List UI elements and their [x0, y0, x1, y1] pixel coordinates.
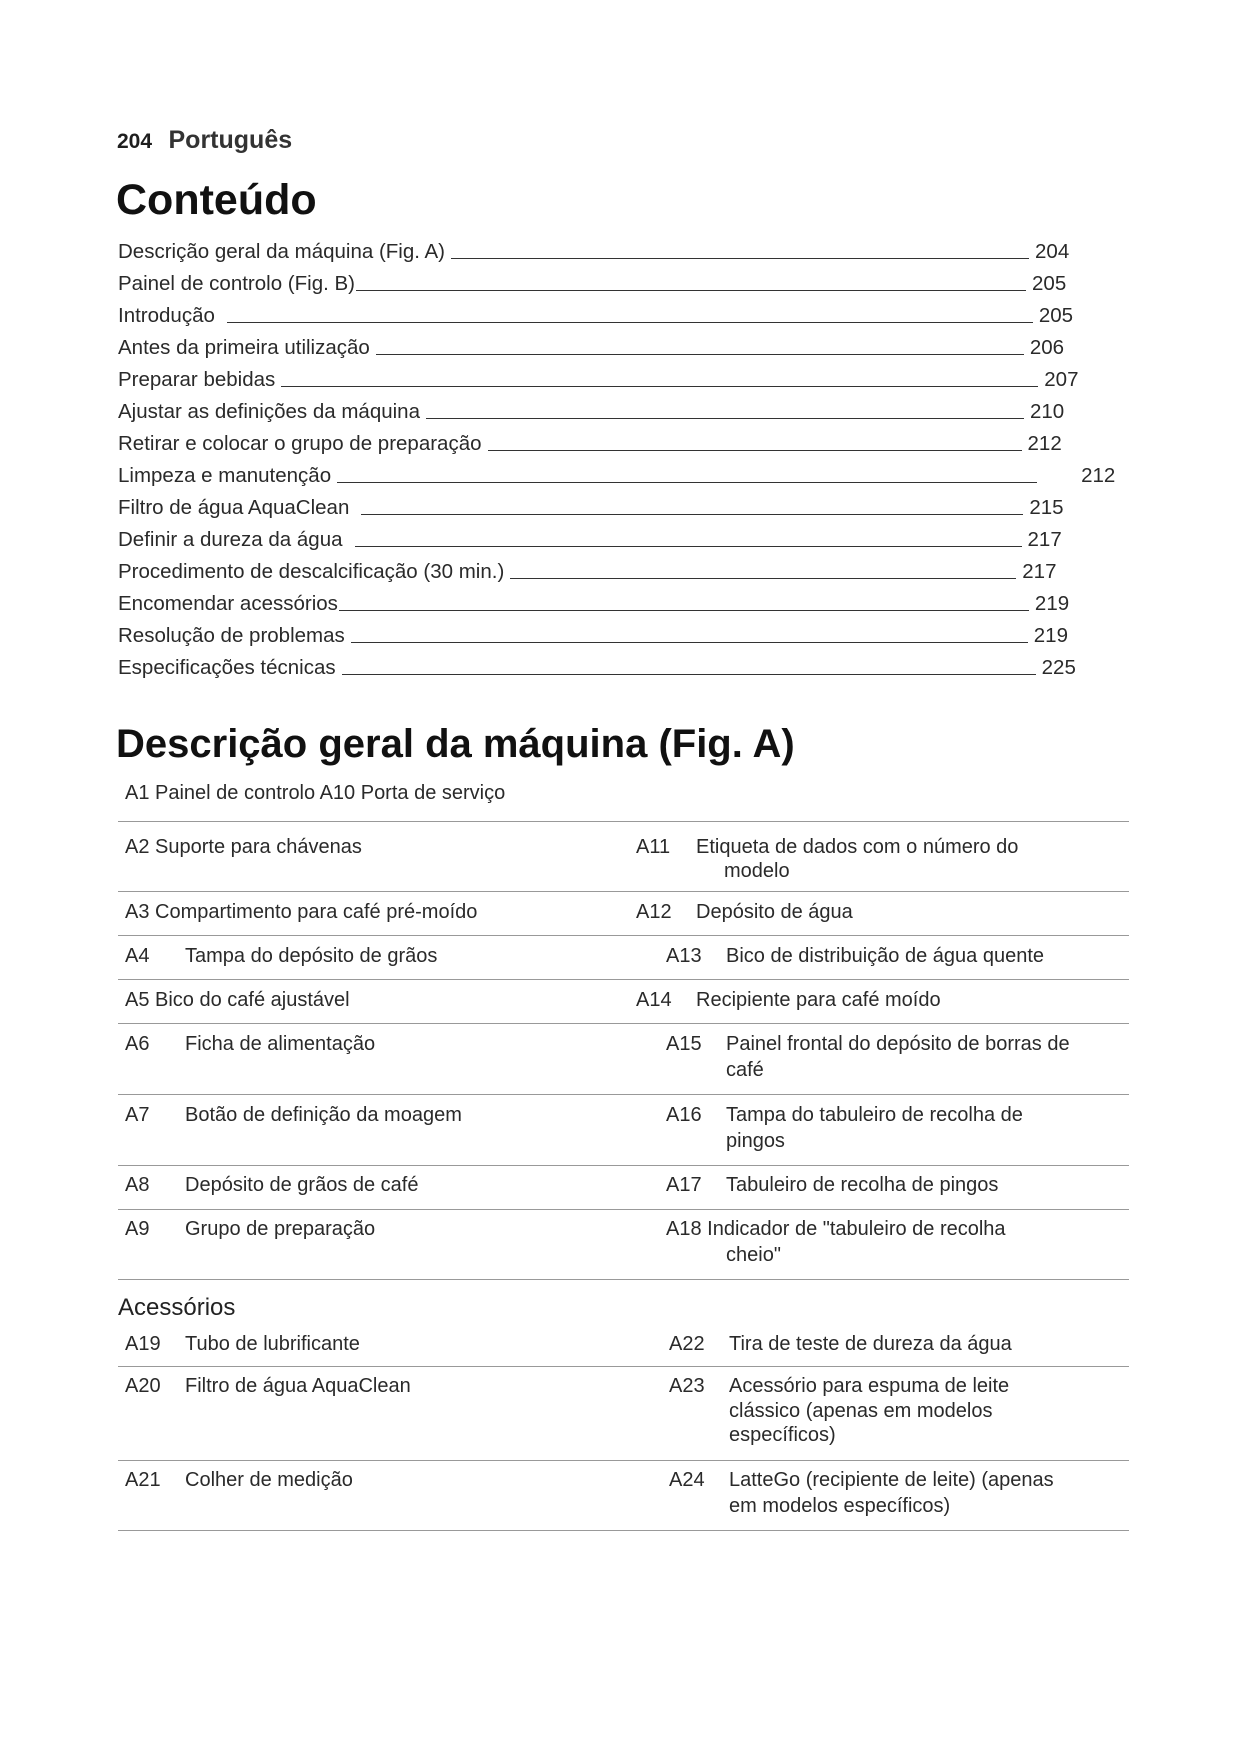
toc-entry-label: Painel de controlo (Fig. B): [118, 272, 356, 295]
language-label: Português: [168, 126, 293, 154]
part-right-text: Painel frontal do depósito de borras de: [726, 1033, 1070, 1055]
table-of-contents: [118, 232, 1116, 680]
part-left-text: Ficha de alimentação: [185, 1033, 376, 1055]
page-number: 204: [117, 130, 153, 153]
toc-entry[interactable]: [118, 360, 1098, 392]
toc-entry-label: Filtro de água AquaClean: [118, 496, 350, 519]
toc-leader: [355, 545, 1022, 547]
toc-leader: [426, 417, 1024, 419]
table-row: [118, 891, 1129, 935]
table-row: [118, 979, 1129, 1023]
table-row: [118, 1094, 1129, 1165]
part-left-code: A8: [125, 1174, 150, 1196]
acc-left-text: Colher de medição: [185, 1469, 353, 1491]
acc-right-code: A22: [669, 1333, 705, 1355]
toc-entry-page: 215: [1029, 496, 1064, 519]
toc-entry-page: 217: [1027, 528, 1062, 551]
part-left-code: A7: [125, 1104, 150, 1126]
toc-entry-label: Encomendar acessórios: [118, 592, 338, 615]
toc-entry-page: 219: [1033, 624, 1068, 647]
acc-left-text: Tubo de lubrificante: [185, 1333, 360, 1355]
toc-entry-label: Procedimento de descalcificação (30 min.): [118, 560, 505, 583]
toc-leader: [337, 481, 1037, 483]
part-right-cont: modelo: [724, 860, 790, 882]
part-left-code: A3 Compartimento para café pré-moído: [125, 901, 478, 923]
toc-entry-label: Introdução: [118, 304, 215, 327]
acc-left-code: A20: [125, 1375, 161, 1397]
toc-entry-label: Resolução de problemas: [118, 624, 345, 647]
part-right-code: A12: [636, 901, 672, 923]
overview-title: Descrição geral da máquina (Fig. A): [116, 722, 795, 766]
part-left-code: A4: [125, 945, 150, 967]
toc-title: Conteúdo: [116, 176, 317, 224]
table-row: [118, 935, 1129, 979]
toc-entry[interactable]: [118, 328, 1098, 360]
part-left-code: A9: [125, 1218, 150, 1240]
part-right-code: A18 Indicador de "tabuleiro de recolha: [666, 1218, 1006, 1240]
toc-entry-page: 210: [1030, 400, 1065, 423]
part-right-cont: cheio": [726, 1244, 781, 1266]
part-right-code: A14: [636, 989, 672, 1011]
acc-left-code: A21: [125, 1469, 161, 1491]
toc-entry-page: 219: [1034, 592, 1070, 615]
acc-right-text: Tira de teste de dureza da água: [729, 1333, 1012, 1355]
toc-leader: [227, 321, 1033, 323]
toc-entry-page: 204: [1035, 240, 1070, 263]
toc-entry[interactable]: [118, 552, 1098, 584]
page-header: [117, 126, 292, 155]
toc-leader: [339, 609, 1029, 611]
toc-entry[interactable]: [118, 616, 1098, 648]
toc-entry[interactable]: [118, 424, 1098, 456]
toc-entry[interactable]: [118, 296, 1098, 328]
acc-right-line3: específicos): [729, 1424, 836, 1446]
part-right-code: A11: [636, 836, 671, 858]
toc-leader: [342, 673, 1036, 675]
toc-entry-page: 212: [1081, 464, 1116, 487]
toc-entry-page: 207: [1044, 368, 1079, 391]
part-right-text: Recipiente para café moído: [696, 989, 941, 1011]
toc-entry-page: 205: [1038, 304, 1074, 327]
toc-entry[interactable]: [118, 584, 1098, 616]
part-left-code: A2 Suporte para chávenas: [125, 836, 362, 858]
toc-entry-page: 225: [1041, 656, 1076, 679]
toc-leader: [351, 641, 1028, 643]
part-right-text: Tabuleiro de recolha de pingos: [726, 1174, 999, 1196]
part-left-text: Botão de definição da moagem: [185, 1104, 462, 1126]
part-right-code: A16: [666, 1104, 702, 1126]
toc-leader: [510, 577, 1016, 579]
table-row: [118, 1460, 1129, 1531]
part-left-code: A6: [125, 1033, 150, 1055]
toc-entry-page: 205: [1032, 272, 1067, 295]
acc-right-line2: clássico (apenas em modelos: [729, 1400, 993, 1422]
part-right-cont: pingos: [726, 1130, 785, 1152]
acc-right-text: LatteGo (recipiente de leite) (apenas: [729, 1469, 1054, 1491]
toc-entry[interactable]: [118, 232, 1098, 264]
part-right-text: Bico de distribuição de água quente: [726, 945, 1045, 967]
toc-entry-page: 217: [1022, 560, 1057, 583]
toc-entry-label: Preparar bebidas: [118, 368, 276, 391]
toc-entry-label: Especificações técnicas: [118, 656, 336, 679]
toc-entry-label: Antes da primeira utilização: [118, 336, 370, 359]
part-right-cont: café: [726, 1059, 764, 1081]
part-right-text: Tampa do tabuleiro de recolha de: [726, 1104, 1023, 1126]
part-right-code: A15: [666, 1033, 702, 1055]
toc-entry[interactable]: [118, 264, 1098, 296]
toc-entry-label: Limpeza e manutenção: [118, 464, 332, 487]
acc-right-code: A23: [669, 1375, 705, 1397]
toc-entry[interactable]: [118, 488, 1098, 520]
parts-table: [118, 821, 1129, 1280]
toc-leader: [356, 289, 1026, 291]
toc-leader: [376, 353, 1024, 355]
toc-entry-label: Retirar e colocar o grupo de preparação: [118, 432, 482, 455]
toc-entry[interactable]: [118, 520, 1098, 552]
acc-left-code: A19: [125, 1333, 161, 1355]
part-left-code: A5 Bico do café ajustável: [125, 989, 350, 1011]
toc-leader: [488, 449, 1022, 451]
table-row: [118, 1209, 1129, 1280]
table-row: [118, 1331, 1129, 1366]
toc-entry[interactable]: [118, 392, 1098, 424]
acc-right-text: Acessório para espuma de leite: [729, 1375, 1010, 1397]
part-left-text: Tampa do depósito de grãos: [185, 945, 438, 967]
table-row: [118, 1023, 1129, 1094]
toc-entry-page: 206: [1029, 336, 1065, 359]
acc-right-code: A24: [669, 1469, 705, 1491]
toc-entry-label: Ajustar as definições da máquina: [118, 400, 420, 423]
part-left-text: Grupo de preparação: [185, 1218, 376, 1240]
toc-entry-label: Definir a dureza da água: [118, 528, 343, 551]
toc-entry[interactable]: [118, 456, 1116, 488]
part-left-text: Depósito de grãos de café: [185, 1174, 419, 1196]
table-row: [118, 1366, 1129, 1460]
acc-right-line2: em modelos específicos): [729, 1495, 951, 1517]
toc-leader: [281, 385, 1038, 387]
part-right-code: A17: [666, 1174, 702, 1196]
toc-entry-label: Descrição geral da máquina (Fig. A): [118, 240, 446, 263]
table-row: [118, 821, 1129, 891]
toc-entry[interactable]: [118, 648, 1098, 680]
acc-left-text: Filtro de água AquaClean: [185, 1375, 411, 1397]
table-row: [118, 1165, 1129, 1209]
part-right-text: Etiqueta de dados com o número do: [696, 836, 1019, 858]
part-right-text: Depósito de água: [696, 901, 853, 923]
toc-entry-page: 212: [1027, 432, 1062, 455]
part-right-code: A13: [666, 945, 702, 967]
accessories-title: Acessórios: [118, 1294, 236, 1321]
toc-leader: [361, 513, 1023, 515]
accessories-table: [118, 1331, 1129, 1531]
overview-intro: A1 Painel de controlo A10 Porta de serviço: [125, 782, 506, 804]
toc-leader: [451, 257, 1029, 259]
